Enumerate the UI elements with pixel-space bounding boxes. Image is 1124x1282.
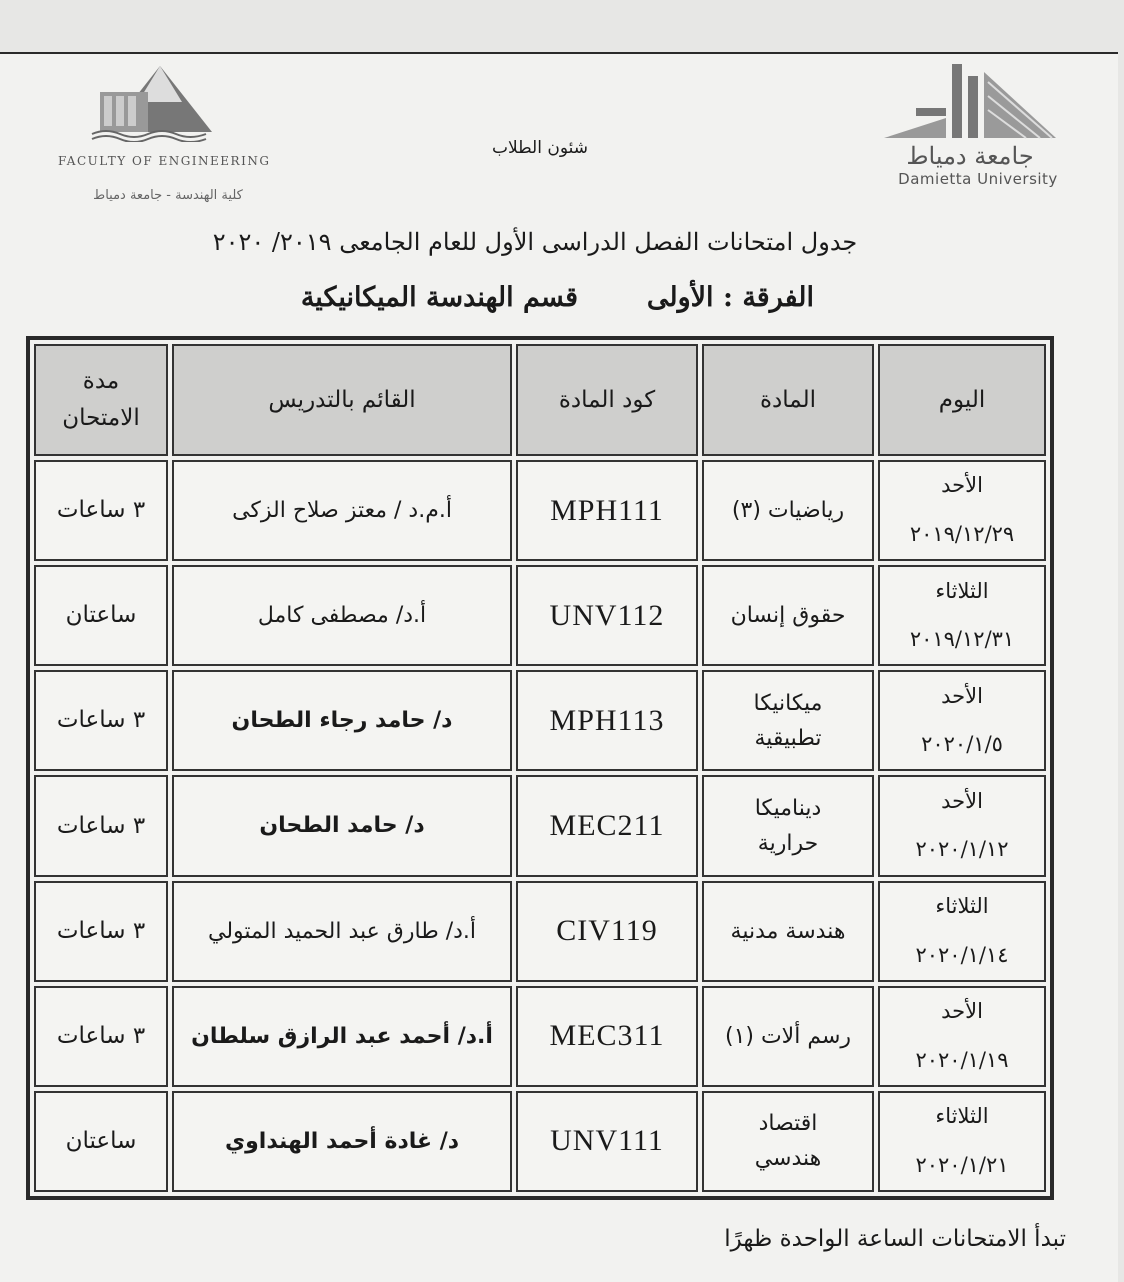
duration-cell: ٣ ساعات [34, 881, 168, 982]
header-subject: المادة [702, 344, 874, 456]
exam-date: ٢٠١٩/١٢/٣١ [909, 627, 1015, 652]
teacher-cell: أ.د/ مصطفى كامل [172, 565, 512, 666]
day-name: الثلاثاء [935, 894, 989, 919]
header-teacher: القائم بالتدريس [172, 344, 512, 456]
table-row-day [878, 670, 1046, 771]
subject-cell: اقتصاد هندسي [702, 1091, 874, 1192]
duration-cell: ٣ ساعات [34, 775, 168, 876]
exam-date: ٢٠٢٠/١/٥ [921, 732, 1003, 757]
table-row-day [878, 775, 1046, 876]
teacher-cell: د/ حامد رجاء الطحان [172, 670, 512, 771]
table-row-day [878, 460, 1046, 561]
table-row-day [878, 1091, 1046, 1192]
duration-cell: ٣ ساعات [34, 670, 168, 771]
table-row-day [878, 881, 1046, 982]
day-name: الأحد [941, 473, 983, 498]
university-name-en: Damietta University [898, 170, 1058, 188]
header-duration: مدة الامتحان [34, 344, 168, 456]
exam-date: ٢٠٢٠/١/١٩ [915, 1047, 1009, 1072]
university-name-ar: جامعة دمياط [906, 142, 1034, 170]
exam-date: ٢٠١٩/١٢/٢٩ [909, 522, 1015, 547]
subject-cell: ميكانيكا تطبيقية [702, 670, 874, 771]
course-code-cell: MPH113 [516, 670, 698, 771]
course-code-cell: MPH111 [516, 460, 698, 561]
course-code-cell: MEC211 [516, 775, 698, 876]
table-grid [34, 344, 1046, 1192]
table-row-day [878, 565, 1046, 666]
duration-cell: ٣ ساعات [34, 460, 168, 561]
faculty-name-en: FACULTY OF ENGINEERING [58, 154, 271, 168]
teacher-cell: أ.د/ طارق عبد الحميد المتولي [172, 881, 512, 982]
subject-cell: حقوق إنسان [702, 565, 874, 666]
exam-date: ٢٠٢٠/١/١٤ [915, 942, 1009, 967]
page-title: جدول امتحانات الفصل الدراسى الأول للعام الجامعى ٢٠١٩/ ٢٠٢٠ [212, 228, 858, 256]
subject-cell: ديناميكا حرارية [702, 775, 874, 876]
day-name: الثلاثاء [935, 578, 989, 603]
office-label: شئون الطلاب [491, 138, 589, 158]
subtitle [250, 282, 850, 322]
department-label: قسم الهندسة الميكانيكية [300, 282, 578, 313]
header-day: اليوم [878, 344, 1046, 456]
university-logo-block [870, 62, 1070, 202]
faculty-logo-icon [86, 62, 216, 142]
day-name: الأحد [941, 683, 983, 708]
course-code-cell: MEC311 [516, 986, 698, 1087]
subject-cell: رسم ألات (١) [702, 986, 874, 1087]
course-code-cell: CIV119 [516, 881, 698, 982]
day-name: الثلاثاء [935, 1104, 989, 1129]
exam-schedule-table [26, 336, 1054, 1200]
teacher-cell: أ.م.د / معتز صلاح الزكى [172, 460, 512, 561]
teacher-cell: د/ غادة أحمد الهنداوي [172, 1091, 512, 1192]
teacher-cell: د/ حامد الطحان [172, 775, 512, 876]
course-code-cell: UNV112 [516, 565, 698, 666]
day-name: الأحد [941, 999, 983, 1024]
teacher-cell: أ.د/ أحمد عبد الرازق سلطان [172, 986, 512, 1087]
table-row-day [878, 986, 1046, 1087]
course-code-cell: UNV111 [516, 1091, 698, 1192]
footer-note: تبدأ الامتحانات الساعة الواحدة ظهرًا [724, 1226, 1066, 1252]
exam-date: ٢٠٢٠/١/٢١ [915, 1152, 1009, 1177]
university-logo-icon [880, 62, 1060, 142]
duration-cell: ٣ ساعات [34, 986, 168, 1087]
level-label: الفرقة : الأولى [646, 282, 814, 313]
day-name: الأحد [941, 788, 983, 813]
duration-cell: ساعتان [34, 565, 168, 666]
duration-cell: ساعتان [34, 1091, 168, 1192]
header-code: كود المادة [516, 344, 698, 456]
exam-date: ٢٠٢٠/١/١٢ [915, 837, 1009, 862]
faculty-logo-block [52, 62, 271, 212]
subject-cell: رياضيات (٣) [702, 460, 874, 561]
subject-cell: هندسة مدنية [702, 881, 874, 982]
faculty-name-ar: كلية الهندسة - جامعة دمياط [93, 188, 243, 203]
